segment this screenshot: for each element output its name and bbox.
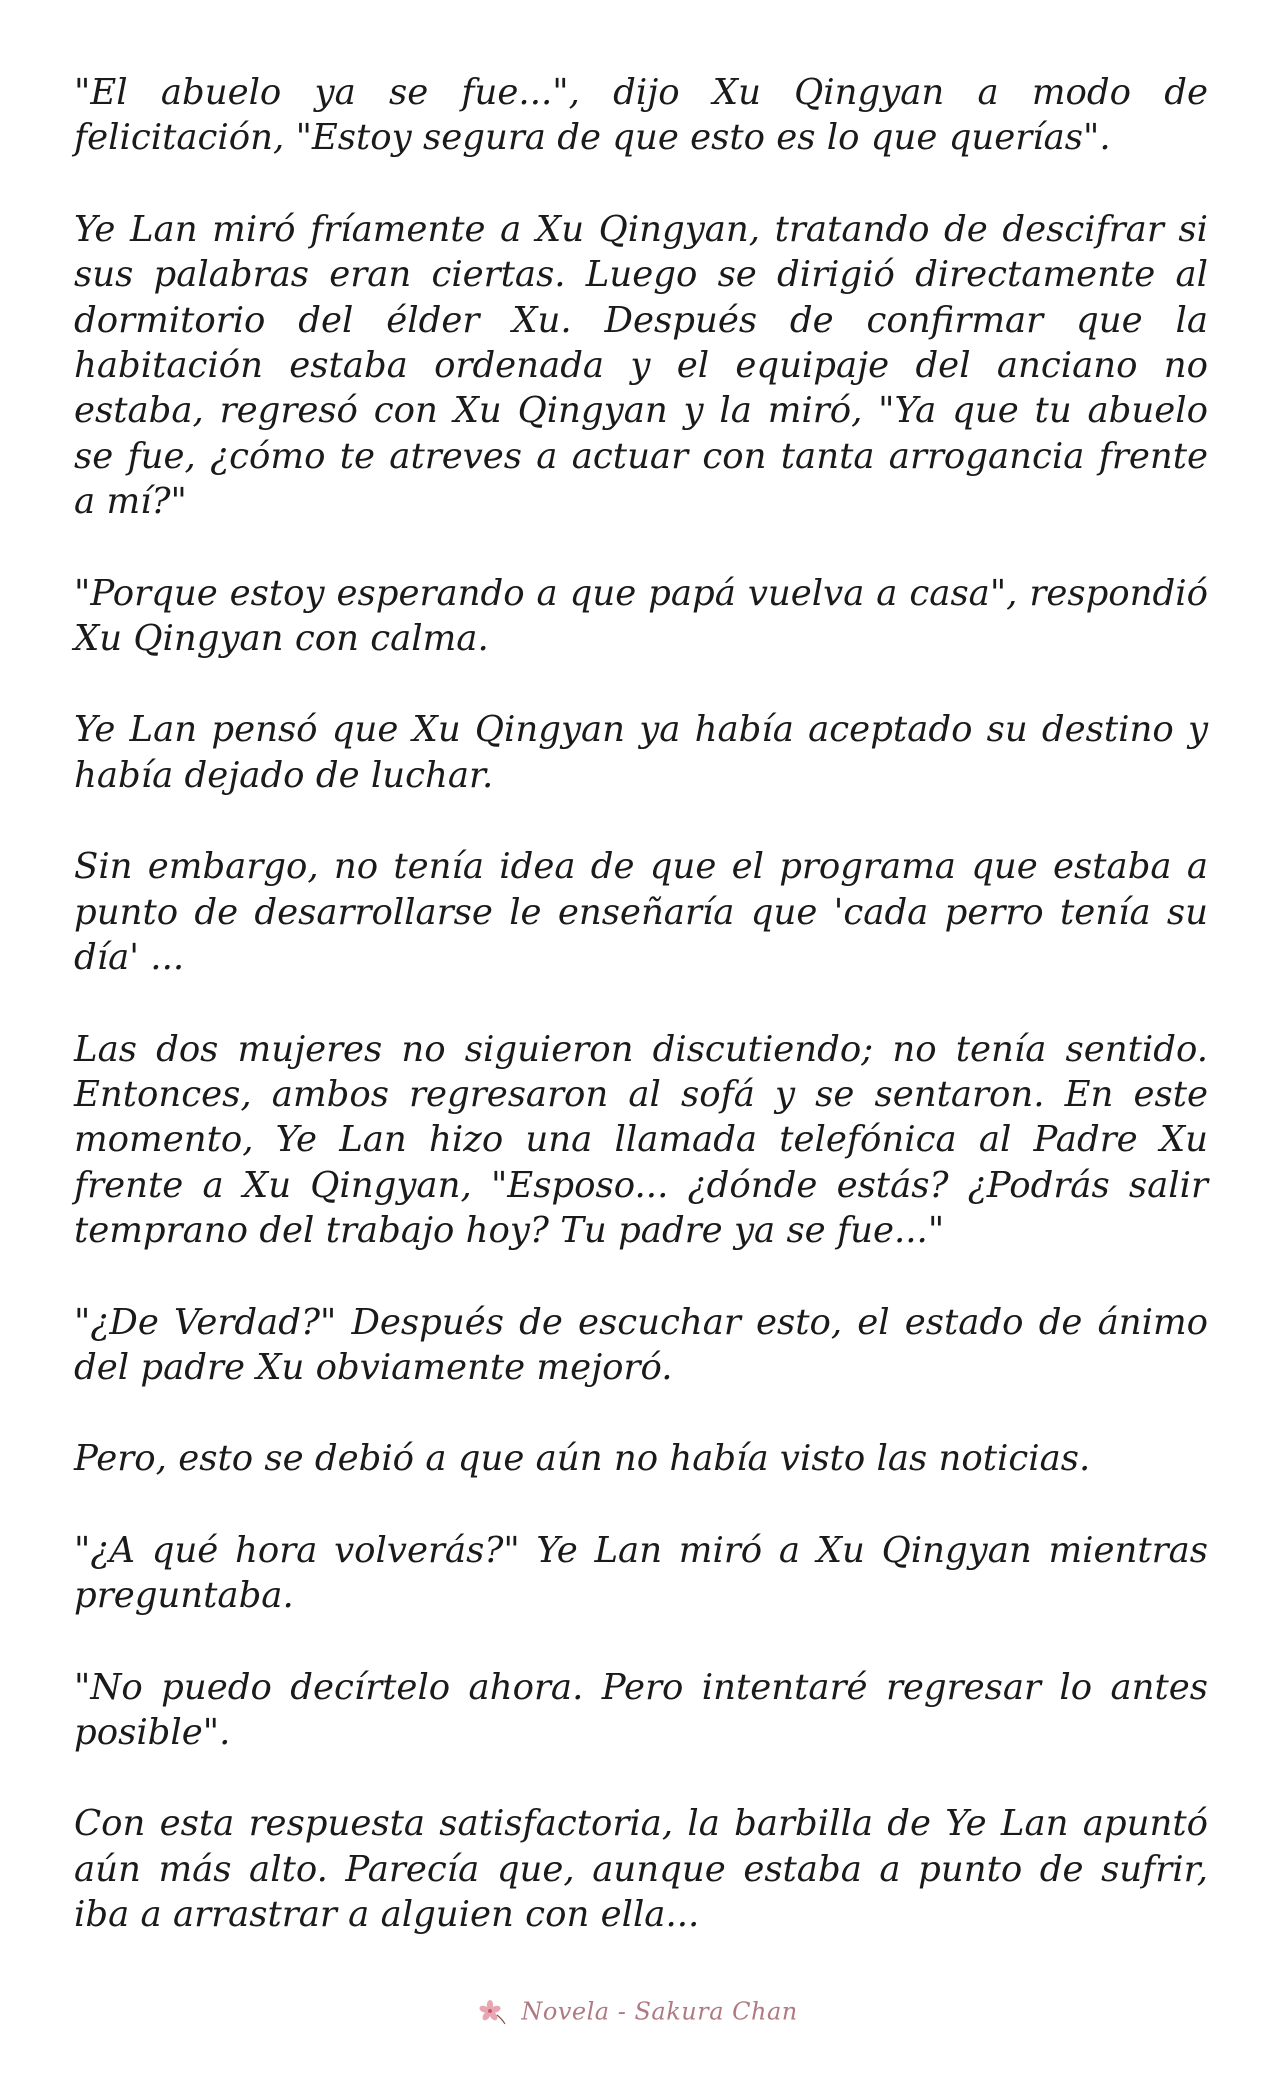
paragraph-4: Ye Lan pensó que Xu Qingyan ya había aceptado su destino y había dejado de luchar. bbox=[74, 709, 1208, 796]
paragraph-7: "¿De Verdad?" Después de escuchar esto, el estado de ánimo del padre Xu obviamente mejoró. bbox=[74, 1301, 1208, 1388]
paragraph-1: "El abuelo ya se fue...", dijo Xu Qingyan a modo de felicitación, "Estoy segura de que esto es lo que querías". bbox=[74, 72, 1208, 159]
paragraph-3: "Porque estoy esperando a que papá vuelva a casa", respondió Xu Qingyan con calma. bbox=[74, 572, 1208, 660]
paragraph-11: Con esta respuesta satisfactoria, la barbilla de Ye Lan apuntó aún más alto. Parecía que, aunque estaba a punto de sufrir, iba a arrastrar a alguien con ella... bbox=[74, 1803, 1208, 1936]
paragraph-9: "¿A qué hora volverás?" Ye Lan miró a Xu Qingyan mientras preguntaba. bbox=[74, 1529, 1208, 1617]
paragraph-2: Ye Lan miró fríamente a Xu Qingyan, tratando de descifrar si sus palabras eran ciertas. Luego se dirigió directamente al dormitorio del élder Xu. Después de confirmar que la habitación estaba ordenada y el equipaje del anciano no estaba, regresó con Xu Qingyan y la miró, "Ya que tu abuelo se fue, ¿cómo te atreves a actuar con tanta arrogancia frente a mí?" bbox=[74, 208, 1208, 523]
paragraph-5: Sin embargo, no tenía idea de que el programa que estaba a punto de desarrollarse le enseñaría que 'cada perro tenía su día' ... bbox=[74, 846, 1208, 979]
watermark-text: Novela - Sakura Chan bbox=[521, 1997, 798, 2026]
paragraph-6: Las dos mujeres no siguieron discutiendo; no tenía sentido. Entonces, ambos regresaron al sofá y se sentaron. En este momento, Ye Lan hizo una llamada telefónica al Padre Xu frente a Xu Qingyan, "Esposo... ¿dónde estás? ¿Podrás salir temprano del trabajo hoy? Tu padre ya se fue..." bbox=[74, 1028, 1208, 1252]
paragraph-10: "No puedo decírtelo ahora. Pero intentaré regresar lo antes posible". bbox=[74, 1666, 1208, 1753]
watermark bbox=[0, 1996, 1275, 2027]
paragraph-8: Pero, esto se debió a que aún no había visto las noticias. bbox=[74, 1438, 1091, 1480]
sakura-flower-icon bbox=[477, 1997, 507, 2027]
document-body bbox=[74, 70, 1208, 1984]
